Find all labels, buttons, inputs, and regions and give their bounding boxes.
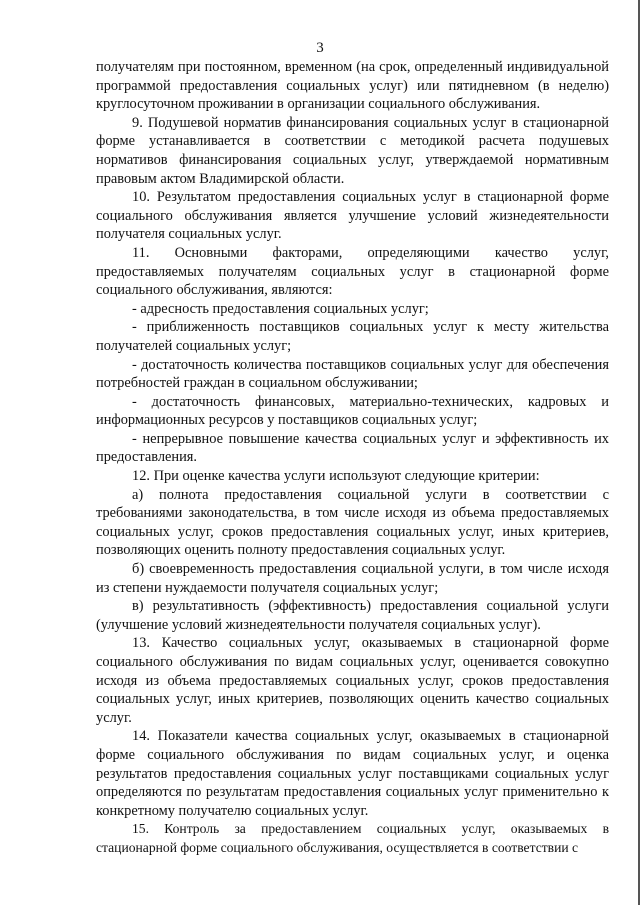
page-number: 3 bbox=[316, 40, 324, 56]
paragraph-p0: получателям при постоянном, временном (на срок, определенный индивидуальной программой предоставления социальных услуг) или пятидневном (в неделю) круглосуточном проживании в организации социального обслуживания. bbox=[96, 59, 609, 113]
document-body bbox=[96, 58, 609, 858]
paragraph-p11: 11. Основными факторами, определяющими качество услуг, предоставляемых получателям социальных услуг в стационарной форме социального обслуживания, являются: bbox=[96, 244, 609, 299]
paragraph-p12: 12. При оценке качества услуги используют следующие критерии: bbox=[132, 468, 540, 485]
paragraph-p11e: - непрерывное повышение качества социальных услуг и эффективность их предоставления. bbox=[96, 430, 609, 466]
paragraph-p14: 14. Показатели качества социальных услуг, оказываемых в стационарной форме социального обслуживания по видам социальных услуг, и оценка результатов предоставления социальных услуг поставщиками социальных услуг определяются по результатам предоставления социальных услуг применительно к конкретному получателю социальных услуг. bbox=[96, 728, 609, 819]
paragraph-p9: 9. Подушевой норматив финансирования социальных услуг в стационарной форме устанавливается в соответствии с методикой расчета подушевых нормативов финансирования социальных услуг, утверждаемой нормативным правовым актом Владимирской области. bbox=[96, 114, 609, 187]
paragraph-p11c: - достаточность количества поставщиков социальных услуг для обеспечения потребностей граждан в социальном обслуживании; bbox=[96, 356, 609, 392]
paragraph-p12c: в) результативность (эффективность) предоставления социальной услуги (улучшение условий жизнедеятельности получателя социальных услуг). bbox=[96, 598, 609, 633]
paragraph-p11a: - адресность предоставления социальных услуг; bbox=[132, 300, 429, 317]
paragraph-p11d: - достаточность финансовых, материально-технических, кадровых и информационных ресурсов у поставщиков социальных услуг; bbox=[96, 393, 609, 429]
paragraph-p10: 10. Результатом предоставления социальных услуг в стационарной форме социального обслуживания является улучшение условий жизнедеятельности получателя социальных услуг. bbox=[96, 189, 609, 243]
paragraph-p12a: а) полнота предоставления социальной услуги в соответствии с требованиями законодательства, в том числе исходя из объема предоставляемых социальных услуг, сроков предоставления социальных услуг, иных критериев, позволяющих оценить полноту предоставления социальных услуг. bbox=[96, 486, 609, 559]
paragraph-p15: 15. Контроль за предоставлением социальных услуг, оказываемых в стационарной форме социального обслуживания, осуществляется в соответствии с bbox=[96, 821, 609, 855]
paragraph-p13: 13. Качество социальных услуг, оказываемых в стационарной форме социального обслуживания по видам социальных услуг, оценивается совокупно исходя из объема предоставляемых социальных услуг, сроков предоставления социальных услуг, иных критериев, позволяющих оценить качество социальных услуг. bbox=[96, 635, 609, 726]
paragraph-p11b: - приближенность поставщиков социальных услуг к месту жительства получателей социальных услуг; bbox=[96, 319, 609, 354]
paragraph-p12b: б) своевременность предоставления социальной услуги, в том числе исходя из степени нуждаемости получателя социальных услуг; bbox=[96, 561, 609, 596]
